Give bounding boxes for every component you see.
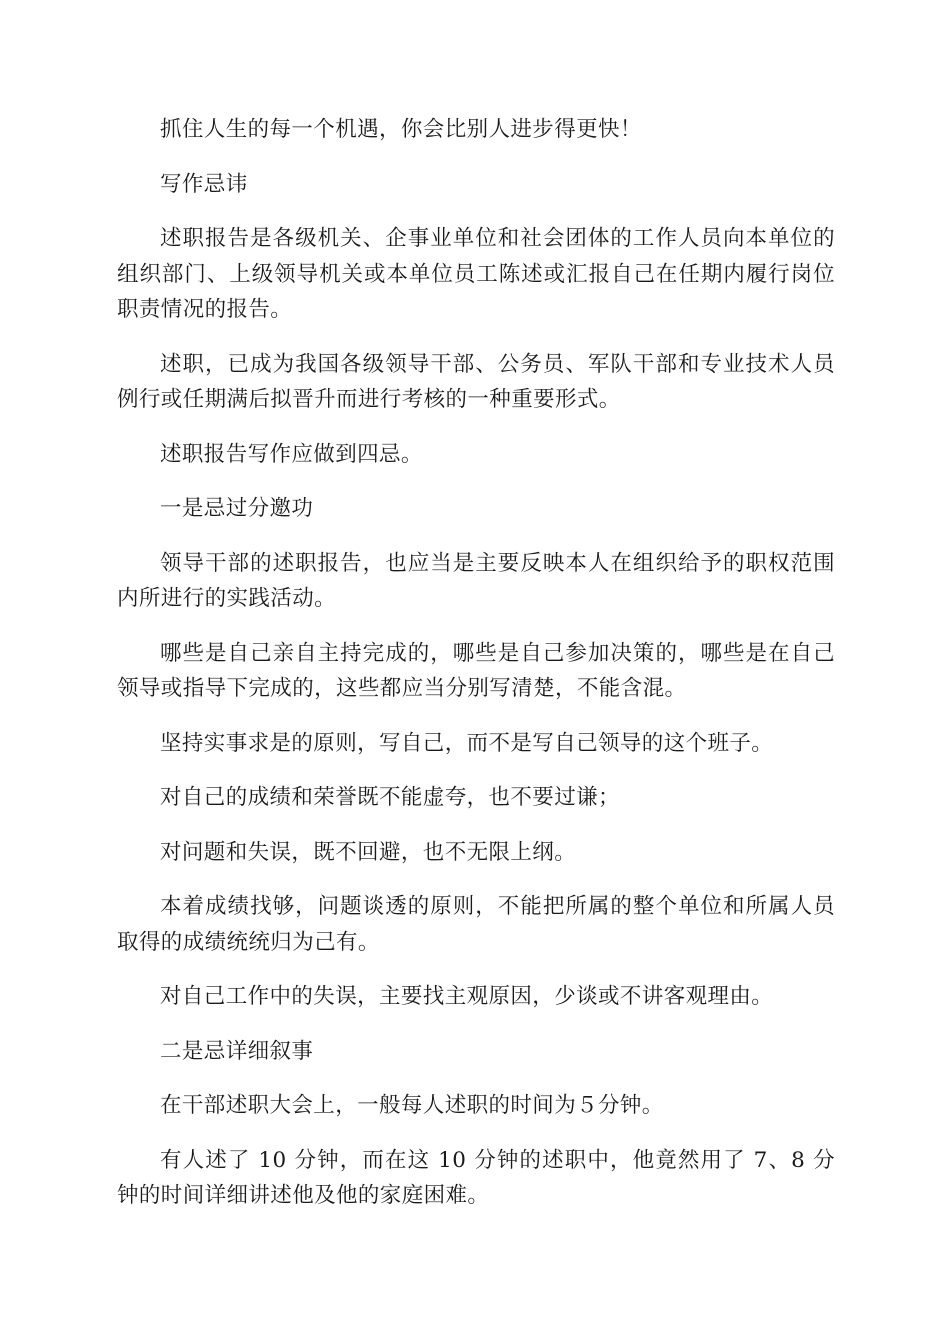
paragraph: 对自己工作中的失误，主要找主观原因，少谈或不讲客观理由。 bbox=[160, 984, 774, 1009]
paragraph: 抓住人生的每一个机遇，你会比别人进步得更快！ bbox=[160, 117, 642, 142]
section-heading: 写作忌讳 bbox=[160, 171, 248, 197]
section-heading: 二是忌详细叙事 bbox=[160, 1038, 314, 1064]
paragraph: 在干部述职大会上，一般每人述职的时间为５分钟。 bbox=[160, 1093, 664, 1118]
paragraph: 哪些是自己亲自主持完成的，哪些是自己参加决策的，哪些是在自己领导或指导下完成的，这些都应当分别写清楚，不能含混。 bbox=[117, 640, 835, 701]
paragraph: 本着成绩找够，问题谈透的原则，不能把所属的整个单位和所属人员取得的成绩统统归为己有。 bbox=[117, 894, 835, 955]
paragraph: 述职报告是各级机关、企事业单位和社会团体的工作人员向本单位的组织部门、上级领导机关或本单位员工陈述或汇报自己在任期内履行岗位职责情况的报告。 bbox=[117, 226, 835, 322]
paragraph: 述职，已成为我国各级领导干部、公务员、军队干部和专业技术人员例行或任期满后拟晋升而进行考核的一种重要形式。 bbox=[117, 351, 835, 412]
paragraph: 有人述了 10 分钟，而在这 10 分钟的述职中，他竟然用了 7、8 分钟的时间详细讲述他及他的家庭困难。 bbox=[117, 1147, 835, 1208]
paragraph: 坚持实事求是的原则，写自己，而不是写自己领导的这个班子。 bbox=[160, 730, 774, 756]
paragraph: 对问题和失误，既不回避，也不无限上纲。 bbox=[160, 839, 577, 865]
paragraph: 述职报告写作应做到四忌。 bbox=[160, 441, 423, 467]
section-heading: 一是忌过分邀功 bbox=[160, 496, 314, 521]
paragraph: 领导干部的述职报告，也应当是主要反映本人在组织给予的职权范围内所进行的实践活动。 bbox=[117, 550, 835, 611]
document-body bbox=[117, 112, 835, 1233]
paragraph: 对自己的成绩和荣誉既不能虚夸，也不要过谦； bbox=[160, 785, 620, 810]
